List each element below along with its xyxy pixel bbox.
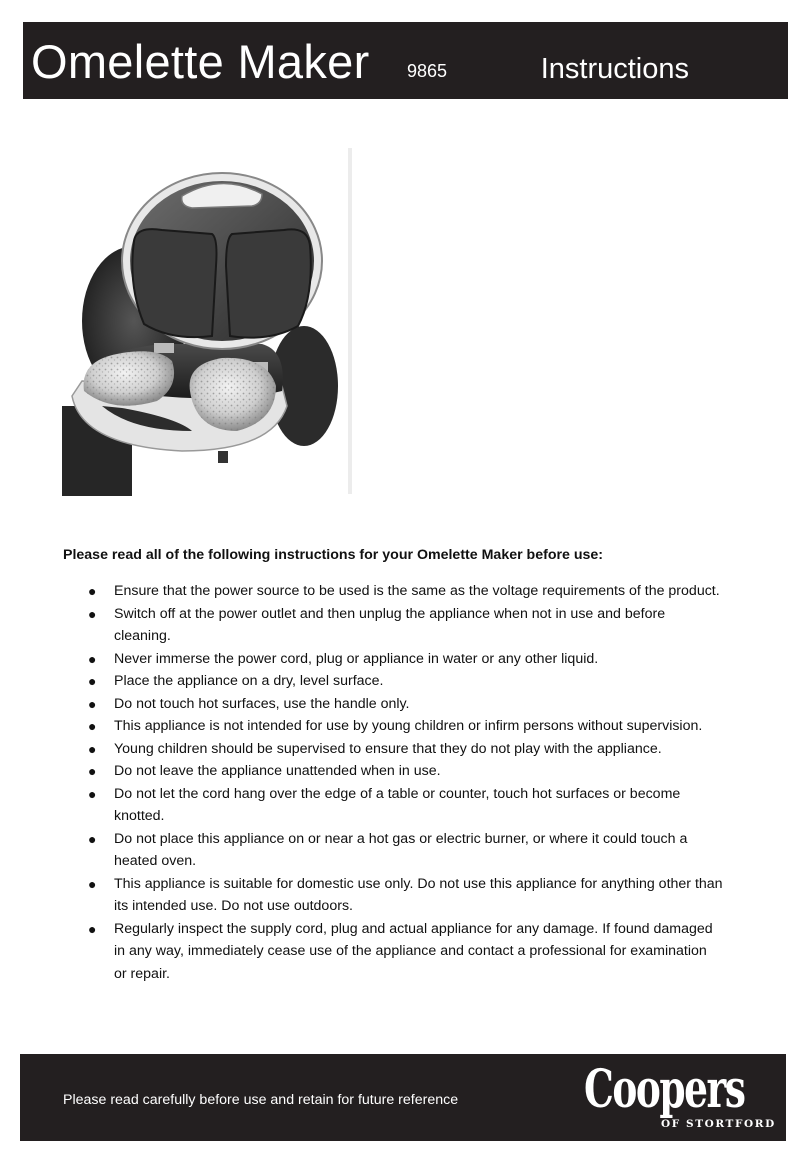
bullet-icon: ● [88,583,97,599]
intro-heading: Please read all of the following instructions for your Omelette Maker before use: [63,547,604,563]
instruction-item: ● Place the appliance on a dry, level surface. [63,670,723,693]
instruction-list [63,580,723,985]
instruction-item: ● Do not let the cord hang over the edge of a table or counter, touch hot surfaces or become knotted. [63,783,723,828]
bullet-icon: ● [88,673,97,689]
instruction-item: ● Never immerse the power cord, plug or appliance in water or any other liquid. [63,648,723,671]
bullet-icon: ● [88,830,97,847]
bullet-icon: ● [88,763,97,779]
bullet-icon: ● [88,718,97,734]
instruction-item: ● This appliance is not intended for use by young children or infirm persons without supervision. [63,715,723,738]
instruction-item: ● Regularly inspect the supply cord, plug and actual appliance for any damage. If found damaged in any way, immediately cease use of the appliance and contact a professional for examination or repair. [63,918,723,986]
instruction-item: ● Young children should be supervised to ensure that they do not play with the appliance. [63,738,723,761]
header-bar [23,22,788,99]
instruction-item: ● Do not place this appliance on or near a hot gas or electric burner, or where it could touch a heated oven. [63,828,723,873]
brand-name: Coopers [584,1059,745,1120]
instruction-item: ● Switch off at the power outlet and then unplug the appliance when not in use and before cleaning. [63,603,723,648]
bullet-icon: ● [88,740,97,757]
product-photo [62,146,360,496]
instruction-item: ● Ensure that the power source to be used is the same as the voltage requirements of the product. [63,580,723,603]
bullet-icon: ● [88,785,97,802]
footer-bar [20,1054,786,1141]
instruction-item: ● Do not touch hot surfaces, use the handle only. [63,693,723,716]
bullet-icon: ● [88,875,97,892]
brand-subtitle: OF STORTFORD [661,1118,776,1130]
instruction-item: ● This appliance is suitable for domestic use only. Do not use this appliance for anything other than its intended use. Do not use outdoors. [63,873,723,918]
document-type: Instructions [540,53,689,85]
instruction-item: ● Do not leave the appliance unattended when in use. [63,760,723,783]
bullet-icon: ● [88,605,97,622]
footer-note: Please read carefully before use and retain for future reference [63,1092,459,1108]
brand-logo [582,1059,776,1136]
model-number: 9865 [407,61,448,81]
bullet-icon: ● [88,650,97,667]
bullet-icon: ● [88,920,97,937]
bullet-icon: ● [88,695,97,712]
document-title: Omelette Maker [31,35,370,88]
